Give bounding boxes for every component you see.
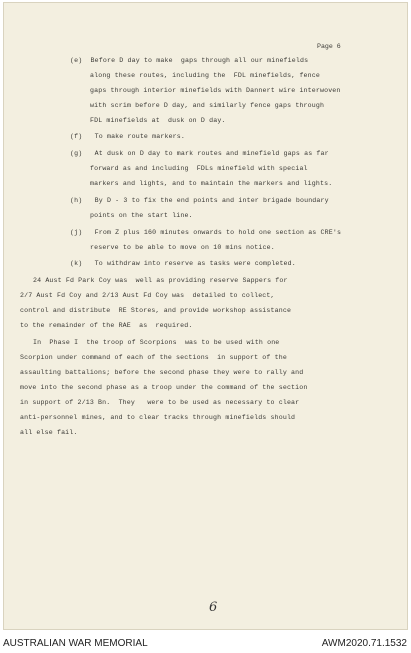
- text-line: control and distribute RE Stores, and provide workshop assistance: [20, 307, 292, 314]
- text-line: reserve to be able to move on 10 mins notice.: [90, 244, 275, 251]
- footer-reference: AWM2020.71.1532: [321, 638, 407, 649]
- text-line: Scorpion under command of each of the sections in support of the: [20, 354, 287, 361]
- text-line: anti-personnel mines, and to clear tracks through minefields should: [20, 414, 296, 421]
- text-line: (e) Before D day to make gaps through all our minefields: [70, 57, 309, 64]
- text-line: 24 Aust Fd Park Coy was well as providing reserve Sappers for: [33, 277, 288, 284]
- text-line: (j) From Z plus 160 minutes onwards to hold one section as CRE's: [70, 229, 342, 236]
- text-line: along these routes, including the FDL minefields, fence: [90, 72, 320, 79]
- text-line: FDL minefields at dusk on D day.: [90, 117, 226, 124]
- handwritten-page-number: 6: [209, 600, 218, 615]
- text-line: move into the second phase as a troop under the command of the section: [20, 384, 308, 391]
- text-line: forward as and including FDLs minefield with special: [90, 165, 308, 172]
- text-line: markers and lights, and to maintain the markers and lights.: [90, 180, 333, 187]
- text-line: gaps through interior minefields with Dannert wire interwoven: [90, 87, 341, 94]
- text-line: In Phase I the troop of Scorpions was to be used with one: [33, 339, 280, 346]
- text-line: (h) By D - 3 to fix the end points and inter brigade boundary: [70, 197, 329, 204]
- page-label: Page 6: [317, 43, 341, 50]
- archive-footer: [0, 634, 411, 653]
- text-line: with scrim before D day, and similarly fence gaps through: [90, 102, 325, 109]
- text-line: points on the start line.: [90, 212, 193, 219]
- footer-institution: AUSTRALIAN WAR MEMORIAL: [3, 638, 148, 649]
- text-line: all else fail.: [20, 429, 78, 436]
- text-line: to the remainder of the RAE as required.: [20, 322, 193, 329]
- text-line: (k) To withdraw into reserve as tasks were completed.: [70, 260, 296, 267]
- document-page: [3, 2, 408, 630]
- text-line: (g) At dusk on D day to mark routes and minefield gaps as far: [70, 150, 329, 157]
- text-line: 2/7 Aust Fd Coy and 2/13 Aust Fd Coy was detailed to collect,: [20, 292, 275, 299]
- text-line: assaulting battalions; before the second phase they were to rally and: [20, 369, 304, 376]
- text-line: in support of 2/13 Bn. They were to be used as necessary to clear: [20, 399, 300, 406]
- text-line: (f) To make route markers.: [70, 133, 185, 140]
